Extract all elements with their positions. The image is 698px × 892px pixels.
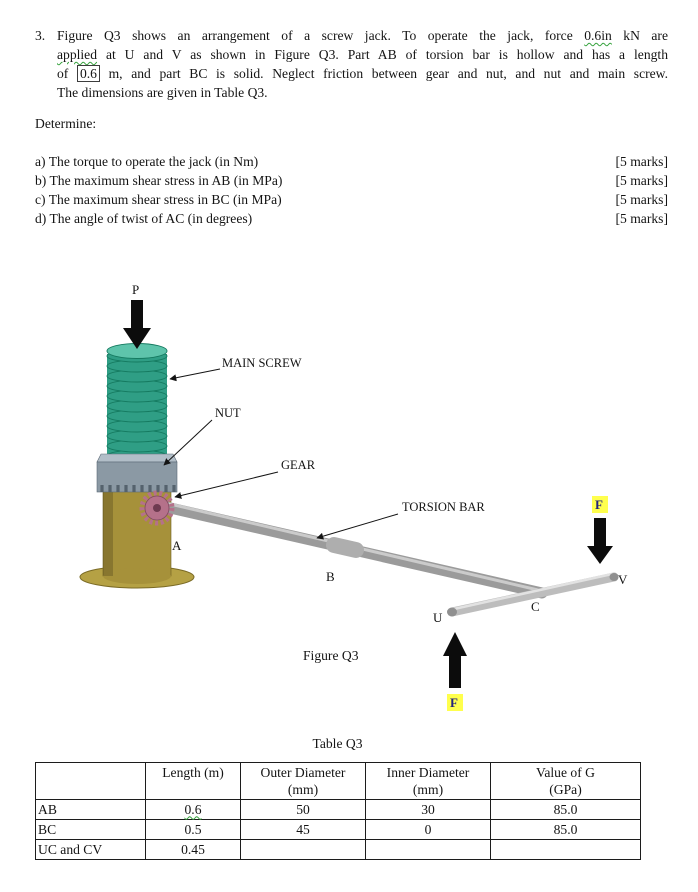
determine-item-text: a) The torque to operate the jack (in Nm): [35, 154, 259, 169]
determine-heading: Determine:: [35, 116, 97, 131]
marks-label: [5 marks]: [615, 173, 668, 188]
cell-value-of-g: 85.0: [491, 820, 641, 840]
cell-length: [146, 800, 241, 820]
question-number: 3.: [35, 28, 46, 43]
cell-outer-diameter: [241, 840, 366, 860]
figure-caption: Figure Q3: [303, 648, 359, 663]
question-line-1-end: kN are: [611, 28, 668, 43]
label-nut: NUT: [215, 406, 241, 420]
cell-length: 0.45: [146, 840, 241, 860]
label-u: U: [433, 610, 443, 625]
table-row-ab: [36, 800, 641, 820]
boxed-value: 0.6: [77, 65, 100, 82]
flagged-word: applied: [57, 47, 98, 62]
question-line-1: [57, 26, 668, 45]
torsion-bar-shape: [166, 504, 542, 593]
question-3: [35, 26, 668, 102]
question-line-3-text: of: [57, 66, 77, 81]
cell-value-of-g: [491, 840, 641, 860]
cell-length: 0.5: [146, 820, 241, 840]
table-title: Table Q3: [312, 736, 363, 751]
force-arrow-p: [123, 300, 151, 349]
row-label: UC and CV: [36, 840, 146, 860]
label-main-screw: MAIN SCREW: [222, 356, 302, 370]
question-line-2-text: at U and V as shown in Figure Q3. Part AB of torsion bar is hollow and has a length: [97, 47, 668, 62]
determine-item-a: [35, 152, 668, 171]
row-label: BC: [36, 820, 146, 840]
table-header-outer-diameter: Outer Diameter (mm): [241, 763, 366, 800]
question-line-3-end: m, and part BC is solid. Neglect friction between gear and nut, and nut and main screw.: [99, 66, 668, 81]
leader-nut: [164, 420, 212, 465]
label-f-bottom: F: [450, 695, 458, 710]
cell-inner-diameter: 30: [366, 800, 491, 820]
marks-label: [5 marks]: [615, 192, 668, 207]
cell-inner-diameter: [366, 840, 491, 860]
figure-q3: [0, 270, 698, 730]
marks-label: [5 marks]: [615, 154, 668, 169]
force-arrow-f-top: [587, 518, 613, 564]
determine-item-text: d) The angle of twist of AC (in degrees): [35, 211, 253, 226]
leader-main-screw: [170, 369, 220, 379]
label-a: A: [172, 538, 182, 553]
question-text: [57, 26, 668, 102]
cell-value-of-g: 85.0: [491, 800, 641, 820]
determine-list: [35, 152, 668, 228]
force-arrow-f-bottom: [443, 632, 467, 688]
cell-outer-diameter: 45: [241, 820, 366, 840]
flagged-value: 0.6: [184, 801, 202, 817]
determine-item-d: [35, 209, 668, 228]
main-screw-threads: [107, 350, 167, 462]
table-header-length: Length (m): [146, 763, 241, 800]
determine-item-b: [35, 171, 668, 190]
cell-outer-diameter: 50: [241, 800, 366, 820]
determine-item-text: c) The maximum shear stress in BC (in MPa): [35, 192, 282, 207]
coupling-sleeve: [334, 545, 356, 550]
cell-inner-diameter: 0: [366, 820, 491, 840]
label-b: B: [326, 569, 335, 584]
question-line-2: [57, 45, 668, 64]
label-p: P: [132, 282, 140, 297]
leader-gear: [175, 472, 278, 497]
question-line-4: The dimensions are given in Table Q3.: [57, 85, 268, 100]
screw-jack-diagram: [0, 270, 698, 730]
row-label: AB: [36, 800, 146, 820]
label-f-top: F: [595, 497, 603, 512]
label-v: V: [618, 572, 628, 587]
label-torsion-bar: TORSION BAR: [402, 500, 485, 514]
table-header-row: [36, 763, 641, 800]
table-header-inner-diameter: Inner Diameter (mm): [366, 763, 491, 800]
determine-item-c: [35, 190, 668, 209]
label-c: C: [531, 599, 540, 614]
flagged-word: 0.6in: [584, 28, 612, 43]
dimensions-table: [35, 762, 641, 860]
nut-shape: [97, 454, 177, 492]
question-line-1-text: Figure Q3 shows an arrangement of a screw jack. To operate the jack, force: [57, 28, 585, 43]
leader-torsion-bar: [317, 514, 398, 538]
main-screw-shape: [107, 344, 167, 463]
table-row-uc-cv: [36, 840, 641, 860]
table-row-bc: [36, 820, 641, 840]
determine-item-text: b) The maximum shear stress in AB (in MPa): [35, 173, 283, 188]
label-gear: GEAR: [281, 458, 316, 472]
question-line-3: [57, 64, 668, 83]
table-header-value-of-g: Value of G (GPa): [491, 763, 641, 800]
marks-label: [5 marks]: [615, 211, 668, 226]
table-header-blank: [36, 763, 146, 800]
